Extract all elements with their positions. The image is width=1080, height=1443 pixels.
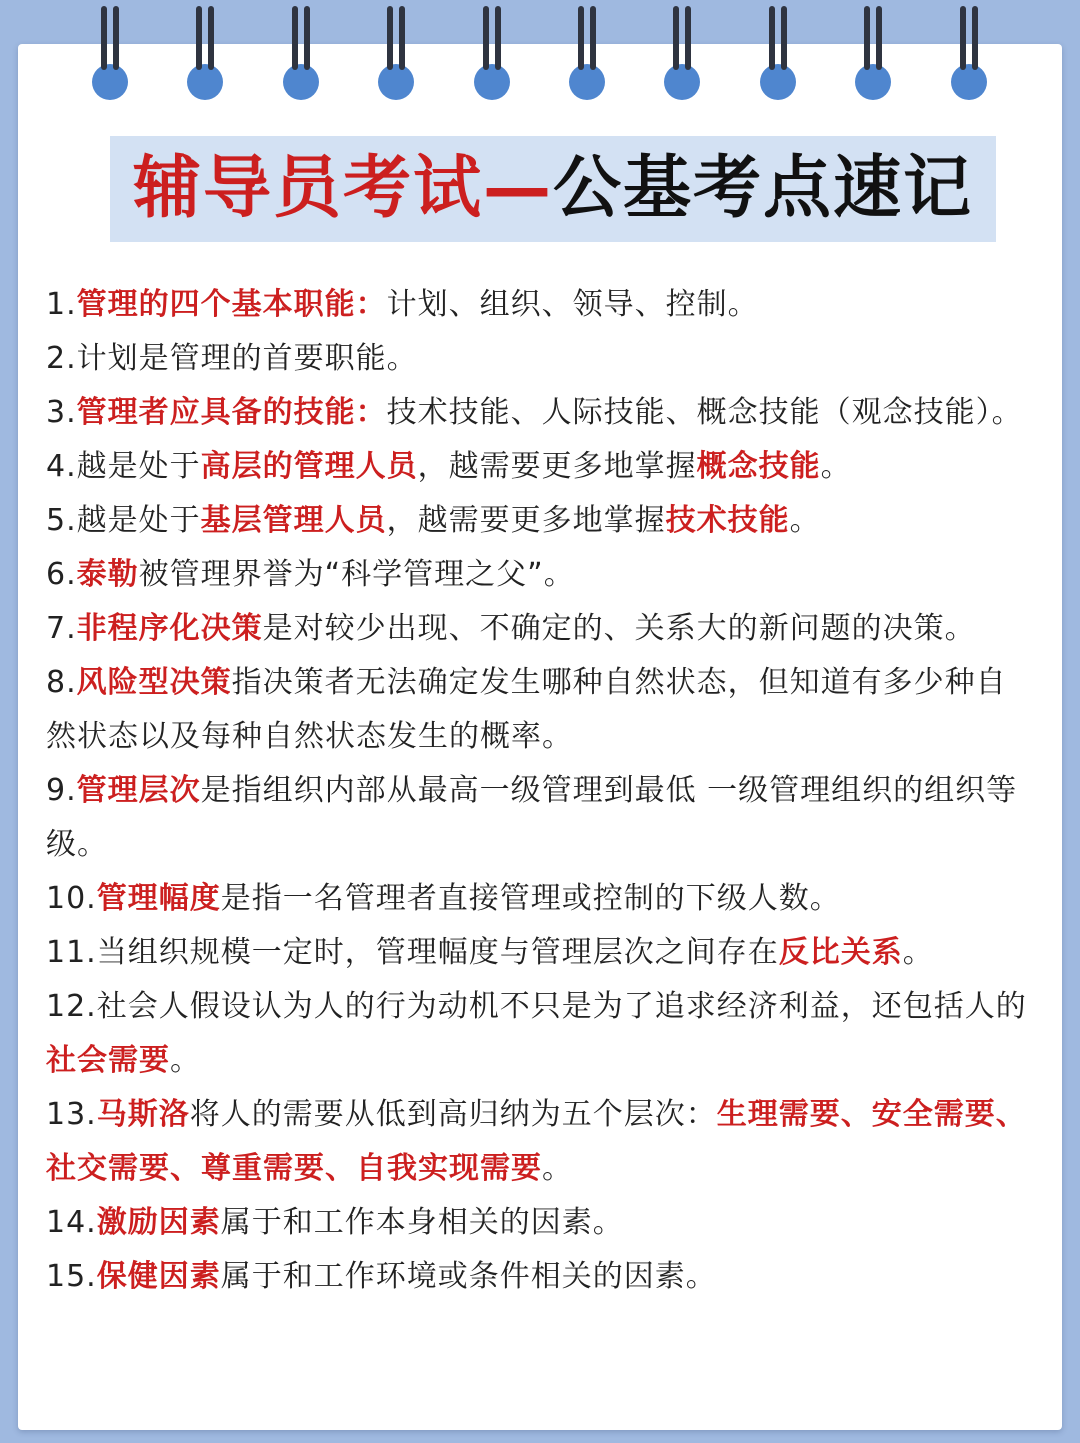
note-keyword: 管理的四个基本职能： [76,287,387,322]
notes-list [46,278,1036,1304]
note-item [46,1088,1036,1196]
note-number: 10. [46,881,97,916]
note-item [46,548,1036,602]
binding-wire [781,6,787,70]
binding-wire [960,6,966,70]
note-text: 。 [902,935,934,970]
note-text: ，越需要更多地掌握 [417,449,697,484]
note-keyword: 基层管理人员 [200,503,387,538]
title-highlight: 辅导员考试— [132,149,553,228]
binding-wire [590,6,596,70]
note-text: 越是处于 [76,449,201,484]
binding-wire [864,6,870,70]
note-text: 。 [542,1151,573,1186]
note-keyword: 反比关系 [778,935,903,970]
note-keyword: 管理幅度 [96,881,221,916]
binding-hole [951,64,987,100]
binding-ring [855,0,891,100]
note-keyword: 激励因素 [96,1205,221,1240]
binding-hole [760,64,796,100]
binding-hole [187,64,223,100]
binding-wire [972,6,978,70]
spiral-binding [0,0,1080,110]
note-keyword: 马斯洛 [96,1097,190,1132]
note-number: 4. [46,449,77,484]
note-item [46,602,1036,656]
binding-ring [283,0,319,100]
note-number: 1. [46,287,77,322]
binding-wire [399,6,405,70]
note-item [46,1196,1036,1250]
note-number: 8. [46,665,77,700]
binding-wire [292,6,298,70]
note-text: 。 [820,449,852,484]
binding-hole [855,64,891,100]
note-number: 9. [46,773,77,808]
note-keyword: 高层的管理人员 [200,449,418,484]
note-item [46,386,1036,440]
binding-wire [876,6,882,70]
note-text: 是指组织内部从最高一级管理到最低 一级管理组织的组织等级。 [46,773,1018,862]
binding-wire [208,6,214,70]
note-item [46,332,1036,386]
binding-wire [113,6,119,70]
note-keyword: 社会需要 [46,1043,170,1078]
note-text: 属于和工作环境或条件相关的因素。 [220,1259,717,1294]
binding-wire [196,6,202,70]
binding-ring [569,0,605,100]
note-item [46,494,1036,548]
binding-wire [101,6,107,70]
note-number: 15. [46,1259,97,1294]
binding-ring [378,0,414,100]
binding-wire [495,6,501,70]
binding-wire [578,6,584,70]
binding-hole [474,64,510,100]
binding-wire [387,6,393,70]
binding-wire [483,6,489,70]
page-title [110,136,996,242]
note-keyword: 管理层次 [76,773,201,808]
note-item [46,440,1036,494]
note-item [46,926,1036,980]
note-text: 计划是管理的首要职能。 [76,341,418,376]
note-item [46,278,1036,332]
note-text: 。 [170,1043,201,1078]
note-text: 当组织规模一定时，管理幅度与管理层次之间存在 [96,935,779,970]
note-item [46,980,1036,1088]
note-number: 5. [46,503,77,538]
note-number: 2. [46,341,77,376]
note-keyword: 泰勒 [76,557,139,592]
note-number: 12. [46,989,97,1024]
note-keyword: 生理需要、安全需要、社交需要、尊重需要、自我实现需要 [46,1097,1027,1186]
note-item [46,656,1036,764]
binding-hole [92,64,128,100]
binding-wire [304,6,310,70]
binding-ring [474,0,510,100]
note-text: 被管理界誉为“科学管理之父”。 [138,557,575,592]
note-item [46,1250,1036,1304]
binding-hole [664,64,700,100]
note-item [46,764,1036,872]
title-main: 公基考点速记 [553,149,974,228]
note-text: ，越需要更多地掌握 [386,503,666,538]
binding-ring [664,0,700,100]
note-number: 3. [46,395,77,430]
binding-ring [760,0,796,100]
note-keyword: 管理者应具备的技能： [76,395,387,430]
note-text: 技术技能、人际技能、概念技能（观念技能）。 [386,395,1023,430]
note-keyword: 技术技能 [665,503,790,538]
binding-hole [378,64,414,100]
note-text: 。 [789,503,821,538]
binding-ring [951,0,987,100]
binding-wire [685,6,691,70]
note-keyword: 概念技能 [696,449,821,484]
note-keyword: 保健因素 [96,1259,221,1294]
note-text: 指决策者无法确定发生哪种自然状态，但知道有多少种自然状态以及每种自然状态发生的概率。 [46,665,1007,754]
title-banner [110,136,996,242]
note-text: 是对较少出现、不确定的、关系大的新问题的决策。 [262,611,976,646]
note-number: 7. [46,611,77,646]
note-item [46,872,1036,926]
note-text: 属于和工作本身相关的因素。 [220,1205,624,1240]
note-text: 是指一名管理者直接管理或控制的下级人数。 [220,881,841,916]
binding-hole [283,64,319,100]
note-text: 计划、组织、领导、控制。 [386,287,759,322]
binding-wire [769,6,775,70]
note-text: 越是处于 [76,503,201,538]
note-keyword: 风险型决策 [76,665,232,700]
note-keyword: 非程序化决策 [76,611,263,646]
binding-hole [569,64,605,100]
binding-wire [673,6,679,70]
note-text: 社会人假设认为人的行为动机不只是为了追求经济利益，还包括人的 [96,989,1027,1024]
note-text: 将人的需要从低到高归纳为五个层次： [189,1097,717,1132]
binding-ring [187,0,223,100]
note-number: 14. [46,1205,97,1240]
note-number: 13. [46,1097,97,1132]
note-number: 11. [46,935,97,970]
binding-ring [92,0,128,100]
note-number: 6. [46,557,77,592]
